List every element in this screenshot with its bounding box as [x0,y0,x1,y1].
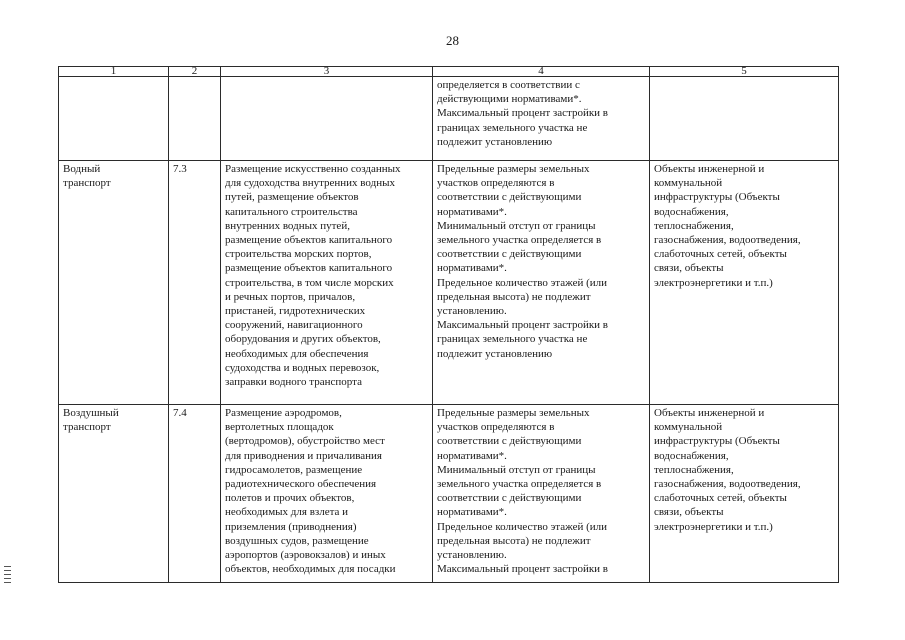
table-header-row [59,67,839,77]
cell-description [221,77,433,161]
table-row [59,77,839,161]
table-row [59,161,839,405]
cell-parameters: Предельные размеры земельных участков определяются в соответствии с действующими нормативами*. Минимальный отступ от границы земельного участка определяется в соответствии с действующими нормативами*. Предельное количество этажей (или предельная высота) не подлежит установлению. Максимальный процент застройки в [433,405,650,583]
cell-objects [650,77,839,161]
land-use-table [58,66,839,583]
cell-name: Воздушный транспорт [59,405,169,583]
column-header: 3 [221,67,433,77]
cell-name [59,77,169,161]
cell-code: 7.3 [169,161,221,405]
table-row [59,405,839,583]
cell-parameters: определяется в соответствии с действующими нормативами*. Максимальный процент застройки в границах земельного участка не подлежит установлению [433,77,650,161]
cell-parameters: Предельные размеры земельных участков определяются в соответствии с действующими нормативами*. Минимальный отступ от границы земельного участка определяется в соответствии с действующими нормативами*. Предельное количество этажей (или предельная высота) не подлежит установлению. Максимальный процент застройки в границах земельного участка не подлежит установлению [433,161,650,405]
cell-code [169,77,221,161]
column-header: 1 [59,67,169,77]
cell-name: Водный транспорт [59,161,169,405]
cell-description: Размещение аэродромов, вертолетных площадок (вертодромов), обустройство мест для приводнения и причаливания гидросамолетов, размещение радиотехнического обеспечения полетов и прочих объектов, необходимых для взлета и приземления (приводнения) воздушных судов, размещение аэропортов (аэровокзалов) и иных объектов, необходимых для посадки [221,405,433,583]
cell-description: Размещение искусственно созданных для судоходства внутренних водных путей, размещение объектов капитального строительства внутренних водных путей, размещение объектов капитального строительства морских портов, размещение объектов капитального строительства, в том числе морских и речных портов, причалов, пристаней, гидротехнических сооружений, навигационного оборудования и других объектов, необходимых для обеспечения судоходства и водных перевозок, заправки водного транспорта [221,161,433,405]
cell-objects: Объекты инженерной и коммунальной инфраструктуры (Объекты водоснабжения, теплоснабжения, газоснабжения, водоотведения, слаботочных сетей, объекты связи, объекты электроэнергетики и т.п.) [650,161,839,405]
page-number: 28 [446,33,459,48]
binding-marks [4,566,11,586]
column-header: 4 [433,67,650,77]
column-header: 2 [169,67,221,77]
cell-objects: Объекты инженерной и коммунальной инфраструктуры (Объекты водоснабжения, теплоснабжения, газоснабжения, водоотведения, слаботочных сетей, объекты связи, объекты электроэнергетики и т.п.) [650,405,839,583]
cell-code: 7.4 [169,405,221,583]
column-header: 5 [650,67,839,77]
